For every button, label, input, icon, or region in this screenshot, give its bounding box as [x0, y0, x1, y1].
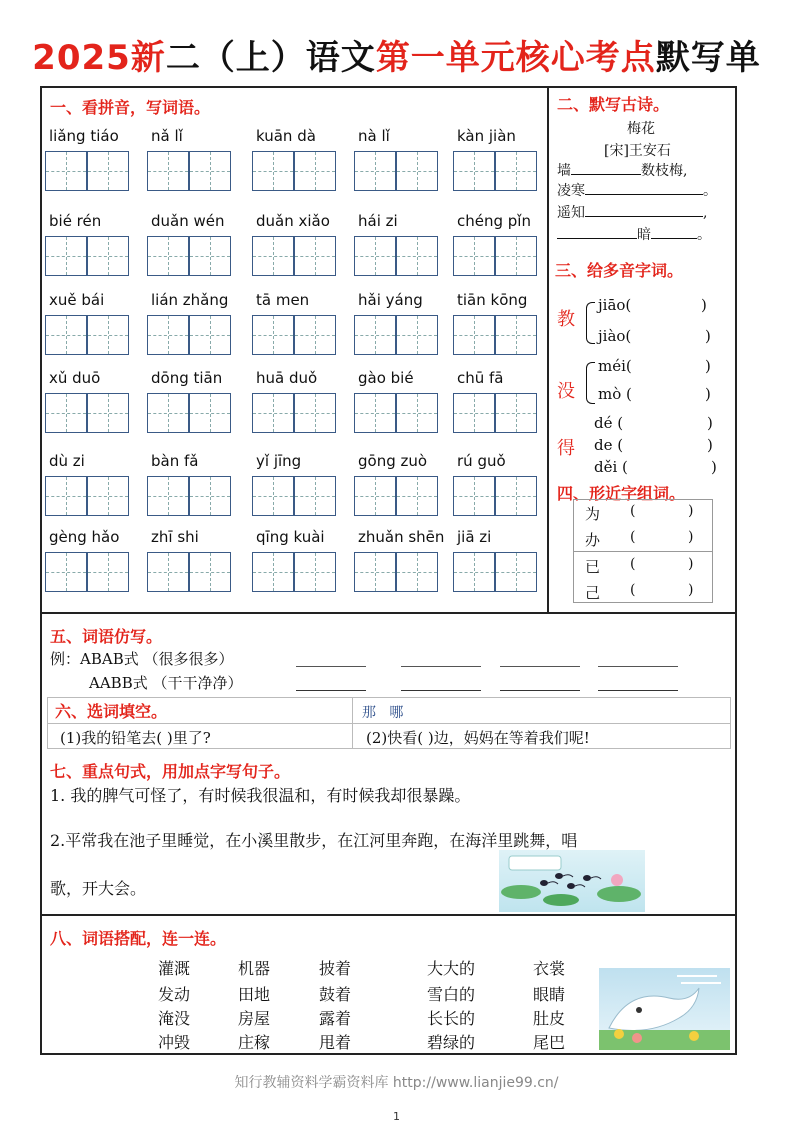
writing-box[interactable] [396, 151, 438, 191]
pinyin-label: xuě bái [49, 291, 105, 309]
match-word[interactable]: 眼睛 [533, 985, 566, 1004]
page-title: 2025新二（上）语文第一单元核心考点默写单 [32, 38, 761, 78]
s8-heading: 八、词语搭配，连一连。 [50, 929, 227, 948]
match-word[interactable]: 庄稼 [238, 1033, 271, 1052]
match-word[interactable]: 衣裳 [533, 959, 566, 978]
writing-box[interactable] [87, 552, 129, 592]
match-word[interactable]: 露着 [319, 1009, 352, 1028]
writing-box[interactable] [87, 151, 129, 191]
writing-box[interactable] [294, 315, 336, 355]
writing-box[interactable] [495, 151, 537, 191]
polyphone-char-3: 得 [557, 438, 575, 459]
writing-box[interactable] [45, 315, 87, 355]
pinyin-label: huā duǒ [256, 369, 318, 387]
s2-heading: 二、默写古诗。 [557, 95, 670, 114]
c2-close-b: ) [705, 385, 711, 403]
pinyin-label: jiā zi [457, 528, 492, 546]
brace-2 [586, 362, 595, 404]
s7-q2a: 2.平常我在池子里睡觉，在小溪里散步，在江河里奔跑，在海洋里跳舞，唱 [50, 831, 578, 850]
writing-box[interactable] [453, 393, 495, 433]
writing-box[interactable] [147, 393, 189, 433]
answer-open-paren: ( [630, 582, 636, 598]
c1-close-b: ) [705, 327, 711, 345]
answer-close-paren: ) [688, 529, 694, 545]
c1-reading-b: jiào( [598, 327, 632, 345]
match-word[interactable]: 雪白的 [427, 985, 476, 1004]
pinyin-label: yǐ jīng [256, 452, 302, 470]
divider-h1 [40, 612, 737, 614]
c2-reading-b: mò ( [598, 385, 632, 403]
writing-box[interactable] [354, 236, 396, 276]
match-word[interactable]: 冲毁 [158, 1033, 191, 1052]
s6-q1: (1)我的铅笔去( )里了? [60, 729, 211, 747]
writing-box[interactable] [87, 476, 129, 516]
c3-reading-b: de ( [594, 436, 624, 454]
writing-box[interactable] [87, 236, 129, 276]
match-word[interactable]: 淹没 [158, 1009, 191, 1028]
pinyin-label: gèng hǎo [49, 528, 120, 546]
match-word[interactable]: 肚皮 [533, 1009, 566, 1028]
c3-close-c: ) [711, 458, 717, 476]
s6-q2: (2)快看( )边，妈妈在等着我们呢! [366, 729, 590, 747]
writing-box[interactable] [147, 236, 189, 276]
writing-box[interactable] [354, 393, 396, 433]
writing-box[interactable] [396, 552, 438, 592]
c3-close-b: ) [707, 436, 713, 454]
s3-heading: 三、给多音字词。 [555, 261, 684, 280]
writing-box[interactable] [147, 476, 189, 516]
writing-box[interactable] [396, 315, 438, 355]
similar-char: 为 [585, 505, 601, 523]
writing-box[interactable] [294, 393, 336, 433]
s7-q2b: 歌，开大会。 [50, 879, 147, 898]
writing-box[interactable] [147, 552, 189, 592]
pinyin-label: kuān dà [256, 127, 316, 145]
writing-box[interactable] [354, 151, 396, 191]
writing-box[interactable] [252, 236, 294, 276]
s7-q1: 1. 我的脾气可怪了，有时候我很温和，有时候我却很暴躁。 [50, 786, 471, 805]
match-word[interactable]: 机器 [238, 959, 271, 978]
writing-box[interactable] [495, 552, 537, 592]
pinyin-label: dōng tiān [151, 369, 223, 387]
footer-text: 知行教辅资料学霸资料库 http://www.lianjie99.cn/ [234, 1075, 559, 1091]
writing-box[interactable] [495, 476, 537, 516]
match-word[interactable]: 披着 [319, 959, 352, 978]
whale-image [599, 968, 730, 1050]
pinyin-label: zhuǎn shēn [358, 528, 445, 546]
s4-heading: 四、形近字组词。 [557, 484, 686, 503]
s6-choices: 那 哪 [362, 705, 404, 721]
pinyin-label: kàn jiàn [457, 127, 516, 145]
brace-1 [586, 302, 595, 344]
writing-box[interactable] [45, 236, 87, 276]
match-word[interactable]: 碧绿的 [427, 1033, 476, 1052]
poem-line-1: 墙 数枝梅, [557, 163, 688, 179]
pinyin-label: dù zi [49, 452, 85, 470]
s5-row-1: 例：ABAB式 （很多很多） [50, 650, 234, 668]
writing-box[interactable] [354, 552, 396, 592]
writing-box[interactable] [147, 315, 189, 355]
match-word[interactable]: 发动 [158, 985, 191, 1004]
writing-box[interactable] [252, 393, 294, 433]
answer-close-paren: ) [688, 556, 694, 572]
match-word[interactable]: 灌溉 [158, 959, 191, 978]
pinyin-label: gōng zuò [358, 452, 428, 470]
polyphone-char-2: 没 [557, 381, 575, 402]
poem-author: [宋]王安石 [604, 143, 671, 159]
answer-close-paren: ) [688, 582, 694, 598]
pinyin-label: qīng kuài [256, 528, 325, 546]
writing-box[interactable] [45, 552, 87, 592]
writing-box[interactable] [189, 151, 231, 191]
pinyin-label: xǔ duō [49, 369, 101, 387]
writing-box[interactable] [495, 236, 537, 276]
pinyin-label: rú guǒ [457, 452, 506, 470]
tadpole-pond-image [499, 850, 645, 912]
writing-box[interactable] [189, 236, 231, 276]
similar-char: 已 [585, 558, 601, 576]
pinyin-label: hái zi [358, 212, 398, 230]
c1-reading-a: jiāo( [598, 296, 632, 314]
writing-box[interactable] [354, 476, 396, 516]
polyphone-char-1: 教 [557, 309, 575, 330]
s1-heading: 一、看拼音，写词语。 [50, 98, 211, 117]
c2-reading-a: méi( [598, 357, 632, 375]
writing-box[interactable] [396, 236, 438, 276]
writing-box[interactable] [87, 315, 129, 355]
writing-box[interactable] [294, 476, 336, 516]
writing-box[interactable] [495, 393, 537, 433]
pinyin-label: chū fā [457, 369, 504, 387]
writing-box[interactable] [147, 151, 189, 191]
poem-line-2: 凌寒 。 [557, 183, 717, 199]
pinyin-label: tiān kōng [457, 291, 528, 309]
writing-box[interactable] [294, 236, 336, 276]
c3-close-a: ) [707, 414, 713, 432]
writing-box[interactable] [189, 476, 231, 516]
writing-box[interactable] [294, 552, 336, 592]
match-word[interactable]: 田地 [238, 985, 271, 1004]
answer-close-paren: ) [688, 503, 694, 519]
writing-box[interactable] [252, 315, 294, 355]
divider-h2 [40, 914, 737, 916]
writing-box[interactable] [189, 315, 231, 355]
match-word[interactable]: 大大的 [427, 959, 476, 978]
pinyin-label: tā men [256, 291, 310, 309]
pinyin-label: bàn fǎ [151, 452, 199, 470]
pinyin-label: gào bié [358, 369, 414, 387]
writing-box[interactable] [45, 393, 87, 433]
answer-open-paren: ( [630, 556, 636, 572]
s6-box-mid [47, 723, 731, 724]
c3-reading-a: dé ( [594, 414, 624, 432]
writing-box[interactable] [453, 236, 495, 276]
pinyin-label: chéng pǐn [457, 212, 531, 230]
pinyin-label: hǎi yáng [358, 291, 423, 309]
writing-box[interactable] [453, 151, 495, 191]
s6-box-split [352, 697, 353, 749]
pinyin-label: nà lǐ [358, 127, 390, 145]
c3-reading-c: děi ( [594, 458, 628, 476]
writing-box[interactable] [189, 393, 231, 433]
writing-box[interactable] [45, 476, 87, 516]
s7-heading: 七、重点句式，用加点字写句子。 [50, 762, 291, 781]
divider-vertical [547, 86, 549, 613]
poem-line-3: 遥知 , [557, 205, 708, 221]
poem-line-4: 暗 。 [557, 224, 711, 244]
pinyin-label: duǎn wén [151, 212, 225, 230]
writing-box[interactable] [354, 315, 396, 355]
writing-box[interactable] [45, 151, 87, 191]
page-number: 1 [393, 1110, 400, 1123]
s6-heading: 六、选词填空。 [55, 702, 168, 721]
pinyin-label: bié rén [49, 212, 102, 230]
pinyin-label: zhī shi [151, 528, 199, 546]
writing-box[interactable] [453, 315, 495, 355]
poem-title: 梅花 [627, 121, 655, 137]
writing-box[interactable] [189, 552, 231, 592]
c2-close-a: ) [705, 357, 711, 375]
match-word[interactable]: 长长的 [427, 1009, 476, 1028]
match-word[interactable]: 房屋 [238, 1009, 271, 1028]
pinyin-label: nǎ lǐ [151, 127, 183, 145]
similar-char: 己 [585, 584, 601, 602]
answer-open-paren: ( [630, 503, 636, 519]
writing-box[interactable] [495, 315, 537, 355]
similar-char: 办 [585, 531, 601, 549]
pinyin-label: duǎn xiǎo [256, 212, 330, 230]
writing-box[interactable] [396, 476, 438, 516]
s5-heading: 五、词语仿写。 [50, 627, 163, 646]
pinyin-label: liǎng tiáo [49, 127, 119, 145]
writing-box[interactable] [252, 476, 294, 516]
answer-open-paren: ( [630, 529, 636, 545]
s4-table-divider [573, 551, 713, 552]
writing-box[interactable] [87, 393, 129, 433]
pinyin-label: lián zhǎng [151, 291, 229, 309]
writing-box[interactable] [396, 393, 438, 433]
c1-close-a: ) [701, 296, 707, 314]
match-word[interactable]: 尾巴 [533, 1033, 566, 1052]
match-word[interactable]: 甩着 [319, 1033, 352, 1052]
s5-row-2: AABB式 （干干净净） [89, 674, 243, 692]
writing-box[interactable] [453, 476, 495, 516]
writing-box[interactable] [252, 151, 294, 191]
match-word[interactable]: 鼓着 [319, 985, 352, 1004]
writing-box[interactable] [252, 552, 294, 592]
writing-box[interactable] [453, 552, 495, 592]
writing-box[interactable] [294, 151, 336, 191]
